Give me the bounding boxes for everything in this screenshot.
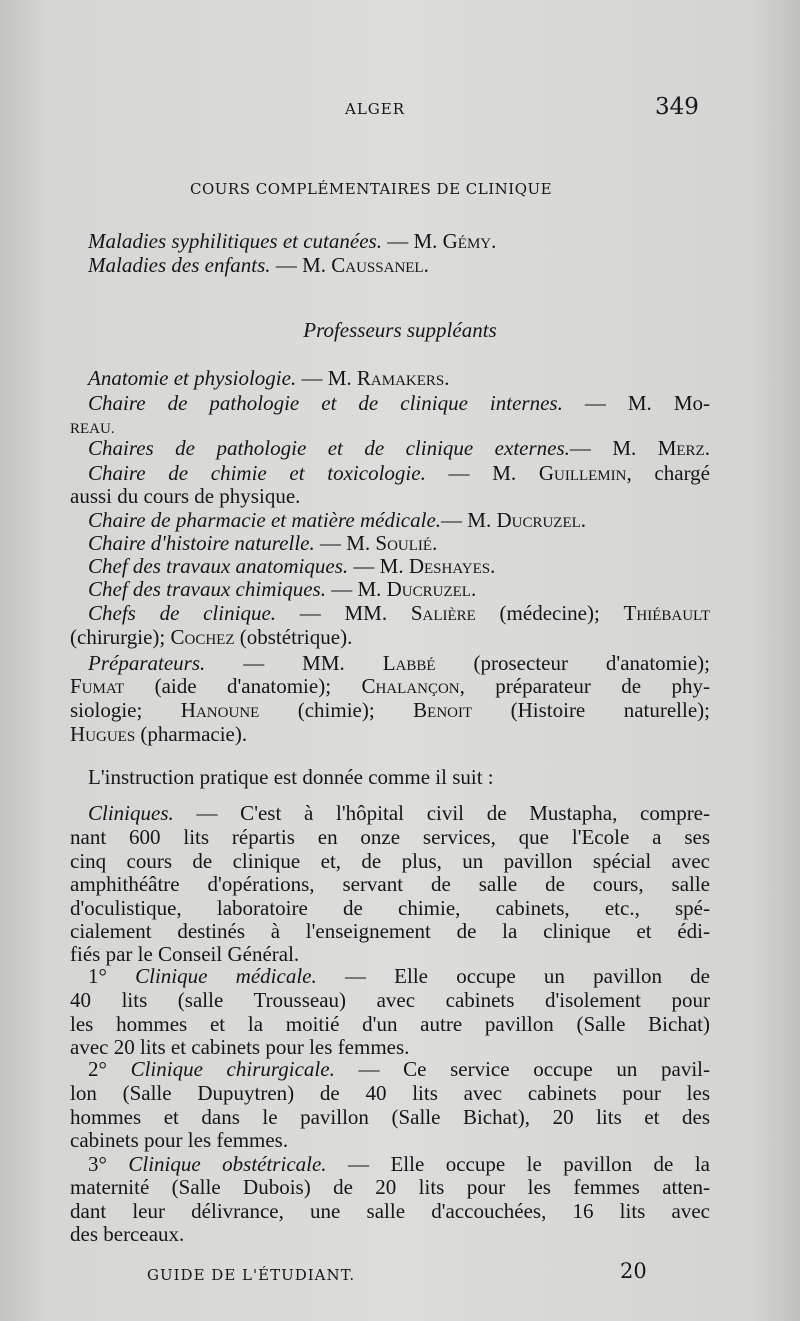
page-number: 349 <box>655 94 699 120</box>
text-run: REAU. <box>70 421 115 437</box>
text-run: 40 lits (salle Trousseau) avec cabinets d'isolement pour <box>70 988 710 1012</box>
text-run: — Ce service occupe un pavil- <box>334 1057 710 1081</box>
text-line <box>88 1057 710 1081</box>
text-run: — M. <box>381 229 443 253</box>
text-line <box>70 919 710 943</box>
text-line <box>70 988 710 1012</box>
text-run: avec 20 lits et cabinets pour les femmes. <box>70 1035 410 1059</box>
text-line <box>70 1012 710 1036</box>
text-line <box>88 554 728 578</box>
text-line <box>70 1128 710 1152</box>
text-run: Anatomie et physiologie. <box>88 366 297 390</box>
text-run: Chefs de clinique. <box>88 601 277 625</box>
text-run: . <box>432 531 438 555</box>
text-run: (pharmacie). <box>135 722 248 746</box>
text-run: — M. <box>296 366 357 390</box>
text-run: . <box>470 577 477 601</box>
text-run: — C'est à l'hôpital civil de Mustapha, compre- <box>173 801 710 825</box>
text-run: Ducruzel <box>386 577 471 601</box>
text-run: 1° <box>88 964 136 988</box>
text-run: aussi du cours de physique. <box>70 484 301 508</box>
text-run: — M. <box>270 253 332 277</box>
text-run: (aide d'anatomie); <box>124 674 362 698</box>
text-run: Chaire de pathologie et de clinique internes. <box>88 391 563 415</box>
text-run: nant 600 lits répartis en onze services, que l'Ecole a ses <box>70 825 710 849</box>
text-run: Ducruzel <box>496 508 581 532</box>
text-line <box>88 765 728 789</box>
text-run: — MM. <box>205 651 383 675</box>
text-run: Préparateurs. <box>88 651 206 675</box>
text-line <box>70 625 710 649</box>
text-run: d'oculistique, laboratoire de chimie, cabinets, etc., spé- <box>70 896 710 920</box>
text-run: Maladies syphilitiques et cutanées. <box>88 229 382 253</box>
text-run: (chimie); <box>259 698 414 722</box>
text-run: Ramakers <box>356 366 445 390</box>
text-line <box>88 508 728 532</box>
text-run: Clinique médicale. <box>135 964 317 988</box>
text-run: , préparateur de phy- <box>459 674 710 698</box>
text-line <box>88 229 728 253</box>
text-run: cinq cours de clinique et, de plus, un pavillon spécial avec <box>70 849 710 873</box>
text-run: — M. <box>348 554 409 578</box>
text-run: les hommes et la moitié d'un autre pavillon (Salle Bichat) <box>70 1012 710 1036</box>
text-run: Caussanel <box>331 253 424 277</box>
text-run: L'instruction pratique est donnée comme il suit : <box>88 765 494 789</box>
text-run: — MM. <box>276 601 411 625</box>
text-line <box>70 722 710 746</box>
section-heading: COURS COMPLÉMENTAIRES DE CLINIQUE <box>190 180 553 198</box>
footer-signature: 20 <box>620 1259 647 1283</box>
text-run: Chaire d'histoire naturelle. <box>88 531 315 555</box>
text-line <box>70 1175 710 1199</box>
text-run: — Elle occupe le pavillon de la <box>326 1152 710 1176</box>
text-run: hommes et dans le pavillon (Salle Bichat), 20 lits et des <box>70 1105 710 1129</box>
text-run: — M. <box>314 531 376 555</box>
text-run: Fumat <box>70 674 125 698</box>
text-line <box>88 366 728 390</box>
text-run: Chaire de chimie et toxicologie. <box>88 461 426 485</box>
text-run: Gémy <box>442 229 492 253</box>
text-line <box>88 651 710 675</box>
text-run: Clinique chirurgicale. <box>130 1057 335 1081</box>
text-run: Labbé <box>382 651 436 675</box>
text-run: . <box>423 253 429 277</box>
text-run: (chirurgie); <box>70 625 171 649</box>
text-line <box>70 825 710 849</box>
text-run: Benoit <box>413 698 473 722</box>
text-run: cialement destinés à l'enseignement de la clinique et édi- <box>70 919 710 943</box>
text-line <box>70 1222 710 1246</box>
text-run: Cliniques. <box>88 801 174 825</box>
text-line <box>88 461 710 485</box>
text-run: Thiébault <box>623 601 710 625</box>
text-run: — M. <box>325 577 387 601</box>
text-run: Maladies des enfants. <box>88 253 271 277</box>
text-run: lon (Salle Dupuytren) de 40 lits avec cabinets pour les <box>70 1081 710 1105</box>
text-line <box>88 964 710 988</box>
text-run: Chef des travaux anatomiques. <box>88 554 349 578</box>
text-run: . <box>704 436 710 460</box>
text-run: cabinets pour les femmes. <box>70 1128 289 1152</box>
text-line <box>88 436 710 460</box>
text-line <box>70 1035 710 1059</box>
text-run: Chef des travaux chimiques. <box>88 577 326 601</box>
text-run: . <box>444 366 450 390</box>
text-run: Soulié <box>375 531 433 555</box>
text-run: (prosecteur d'anatomie); <box>435 651 710 675</box>
text-line <box>70 1105 710 1129</box>
text-run: fiés par le Conseil Général. <box>70 942 300 966</box>
text-run: siologie; <box>70 698 181 722</box>
text-run: Chaire de pharmacie et matière médicale. <box>88 508 442 532</box>
text-line <box>88 253 728 277</box>
text-run: Hanoune <box>180 698 260 722</box>
text-run: Deshayes <box>408 554 491 578</box>
text-run: Chaires de pathologie et de clinique externes. <box>88 436 570 460</box>
text-run: (Histoire naturelle); <box>472 698 710 722</box>
text-run: Cochez <box>170 625 235 649</box>
running-header: ALGER <box>345 100 406 118</box>
text-run: Guillemin <box>538 461 627 485</box>
text-run: Salière <box>410 601 476 625</box>
text-line <box>70 484 710 508</box>
text-line <box>70 942 710 966</box>
text-line <box>70 1081 710 1105</box>
text-run: Merz <box>657 436 705 460</box>
text-run: — M. <box>441 508 497 532</box>
text-line <box>70 1199 710 1223</box>
text-run: . <box>491 229 497 253</box>
text-run: — M. <box>425 461 539 485</box>
text-line <box>70 849 710 873</box>
text-run: Professeurs suppléants <box>303 318 497 342</box>
text-line <box>70 896 710 920</box>
text-run: . <box>490 554 496 578</box>
text-run: — Elle occupe un pavillon de <box>316 964 710 988</box>
text-line <box>70 698 710 722</box>
text-run: des berceaux. <box>70 1222 185 1246</box>
text-run: . <box>580 508 587 532</box>
text-line <box>70 872 710 896</box>
text-run: Chalançon <box>361 674 460 698</box>
text-run: maternité (Salle Dubois) de 20 lits pour les femmes atten- <box>70 1175 710 1199</box>
text-run: amphithéâtre d'opérations, servant de salle de cours, salle <box>70 872 710 896</box>
text-run: Hugues <box>70 722 136 746</box>
text-run: (médecine); <box>475 601 624 625</box>
text-line <box>88 801 710 825</box>
text-run: dant leur délivrance, une salle d'accouchées, 16 lits avec <box>70 1199 710 1223</box>
text-run: — M. Mo- <box>562 391 710 415</box>
text-line <box>70 674 710 698</box>
text-run: (obstétrique). <box>234 625 353 649</box>
subsection-heading <box>0 318 800 342</box>
text-line <box>88 577 728 601</box>
footer-title: GUIDE DE L'ÉTUDIANT. <box>147 1266 356 1284</box>
text-run: 3° <box>88 1152 129 1176</box>
text-line <box>88 531 728 555</box>
text-run: , chargé <box>626 461 710 485</box>
text-line <box>88 1152 710 1176</box>
text-line <box>88 601 710 625</box>
text-run: — M. <box>569 436 658 460</box>
text-run: 2° <box>88 1057 131 1081</box>
text-run: Clinique obstétricale. <box>128 1152 327 1176</box>
text-line <box>88 391 710 415</box>
